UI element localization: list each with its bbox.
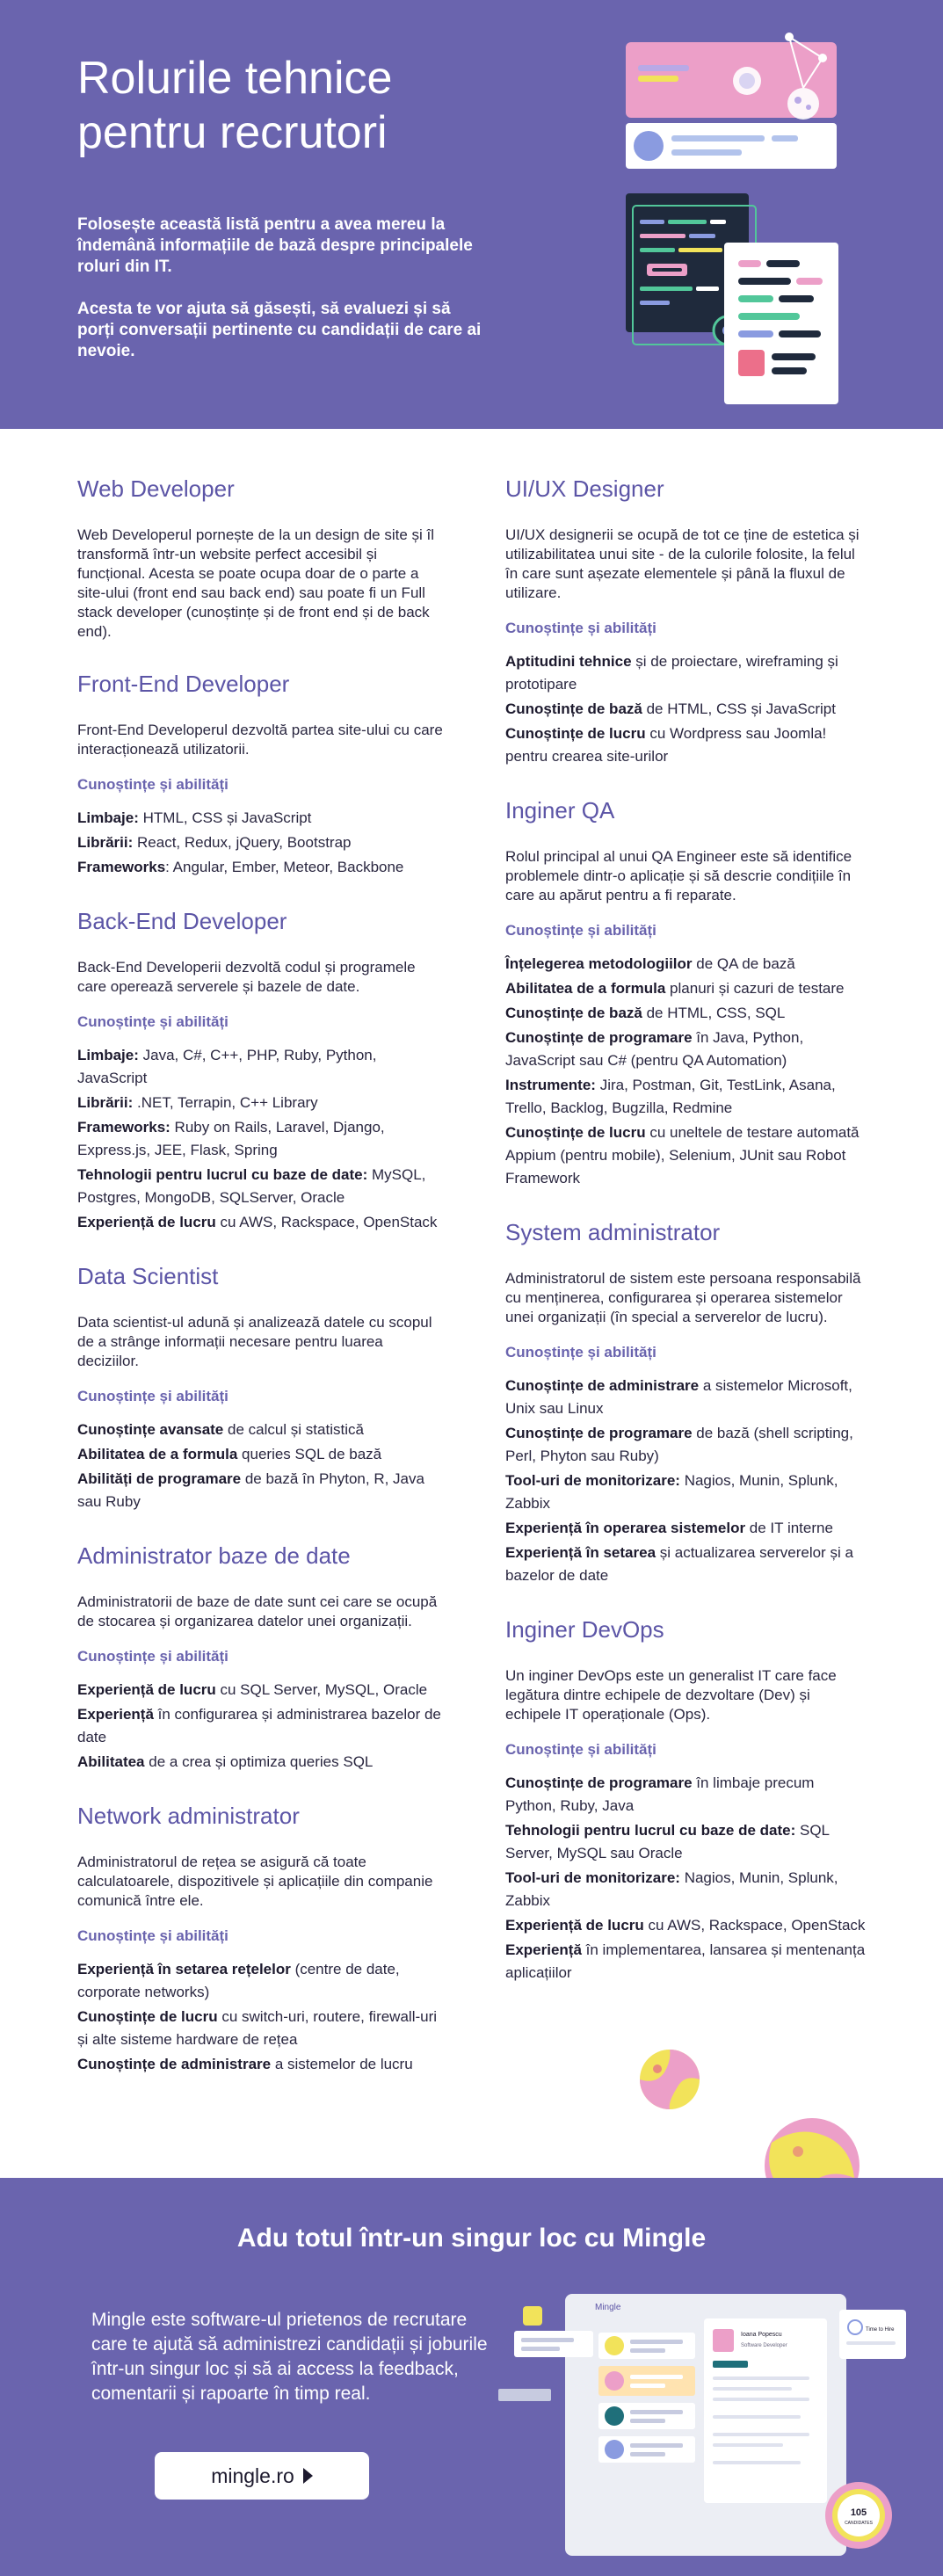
- skill-item: [505, 1542, 866, 1587]
- skill-text: de QA de bază: [692, 955, 795, 972]
- skill-label: Cunoștințe de lucru: [505, 725, 646, 742]
- skill-text: HTML, CSS și JavaScript: [138, 809, 312, 826]
- skill-item: [505, 953, 866, 976]
- role-description: UI/UX designerii se ocupă de tot ce ține de estetica și utilizabilitatea unui site - de la culorile folosite, la felul în care sunt așezate elementele și până la fluxul de utilizare.: [505, 526, 860, 601]
- skill-text: Java, C#, C++, PHP, Ruby, Python, JavaScript: [77, 1047, 377, 1086]
- mockup-candidate-name: Ioana Popescu: [741, 2332, 782, 2338]
- skill-label: Cunoștințe de bază: [505, 700, 642, 717]
- skill-label: Librării:: [77, 834, 134, 851]
- skill-text: în configurarea și administrarea bazelor de date: [77, 1706, 441, 1745]
- skill-item: [505, 1517, 866, 1540]
- mingle-link-label: mingle.ro: [211, 2464, 294, 2487]
- app-mockup-illustration: [488, 2283, 910, 2565]
- skill-label: Abilitatea de a formula: [77, 1446, 238, 1462]
- role-section-system-administrator: [505, 1218, 866, 1587]
- skill-text: Nagios, Munin, Splunk, Zabbix: [505, 1472, 838, 1512]
- skill-item: [505, 977, 866, 1000]
- skill-item: [77, 1468, 446, 1513]
- skill-item: [505, 1422, 866, 1468]
- skill-text: Nagios, Munin, Splunk, Zabbix: [505, 1869, 838, 1909]
- skill-label: Abilitatea: [77, 1753, 145, 1770]
- skill-label: Experiență în setarea rețelelor: [77, 1961, 291, 1977]
- skill-text: queries SQL de bază: [237, 1446, 382, 1462]
- role-section-inginer-qa: [505, 796, 866, 1190]
- skill-text: de HTML, CSS și JavaScript: [642, 700, 836, 717]
- skill-text: a sistemelor Microsoft, Unix sau Linux: [505, 1377, 852, 1417]
- skill-text: cu uneltele de testare automată Appium (pentru mobile), Selenium, JUnit sau Robot Framework: [505, 1124, 860, 1186]
- role-section-back-end-developer: [77, 907, 446, 1234]
- left-column: [77, 464, 446, 2104]
- skills-heading: Cunoștințe și abilități: [77, 1648, 228, 1665]
- footer-description: Mingle este software-ul prietenos de recrutare care te ajută să administrezi candidații și joburile într-un singur loc și să ai access la feedback, comentarii și rapoarte în timp real.: [91, 2310, 488, 2404]
- skill-item: [77, 1164, 446, 1209]
- mockup-app-name: Mingle: [595, 2303, 621, 2312]
- skill-text: de bază (shell scripting, Perl, Phyton sau Ruby): [505, 1425, 853, 1464]
- skill-label: Tehnologii pentru lucrul cu baze de date:: [505, 1822, 796, 1839]
- role-title: Inginer DevOps: [505, 1616, 664, 1643]
- skill-label: Cunoștințe de administrare: [505, 1377, 700, 1394]
- role-title: Data Scientist: [77, 1263, 219, 1289]
- mockup-time-to-hire: Time to Hire: [866, 2327, 895, 2333]
- skill-text: cu SQL Server, MySQL, Oracle: [215, 1681, 428, 1698]
- roles-content: [0, 429, 943, 2178]
- skill-text: Ruby on Rails, Laravel, Django, Express.js, JEE, Flask, Spring: [77, 1119, 385, 1158]
- skill-label: Frameworks: [77, 859, 166, 875]
- skill-text: React, Redux, jQuery, Bootstrap: [133, 834, 352, 851]
- skill-text: cu switch-uri, routere, firewall-uri și alte sisteme hardware de rețea: [77, 2008, 438, 2048]
- mockup-candidates-count: 105: [850, 2507, 867, 2518]
- role-title: UI/UX Designer: [505, 475, 664, 502]
- hero-intro-paragraph-2: Acesta te vor ajuta să găsești, să evaluezi și să porți conversații pertinente cu candidații de care ai nevoie.: [77, 300, 482, 360]
- skill-label: Librării:: [77, 1094, 134, 1111]
- page-title: Rolurile tehnice pentru recrutori: [77, 53, 393, 158]
- skill-item: [505, 698, 866, 721]
- role-description: Un inginer DevOps este un generalist IT care face legătura dintre echipele de dezvoltare (Dev) și echipele IT operaționale (Ops).: [505, 1667, 837, 1723]
- skill-label: Abilitatea de a formula: [505, 980, 666, 997]
- mingle-link-button[interactable]: [155, 2452, 369, 2500]
- skill-label: Experiență de lucru: [77, 1681, 216, 1698]
- skill-text: cu AWS, Rackspace, OpenStack: [643, 1917, 866, 1934]
- skill-text: .NET, Terrapin, C++ Library: [133, 1094, 318, 1111]
- skills-heading: Cunoștințe și abilități: [77, 1013, 228, 1030]
- role-title: System administrator: [505, 1219, 721, 1245]
- role-title: Web Developer: [77, 475, 235, 502]
- footer-title: Adu totul într-un singur loc cu Mingle: [236, 2224, 707, 2253]
- skill-text: în limbaje precum Python, Ruby, Java: [505, 1774, 815, 1814]
- skill-item: [77, 1419, 446, 1441]
- skill-item: [505, 1469, 866, 1515]
- role-description: Administratorul de rețea se asigură că toate calculatoarele, dispozitivele și aplicațiile din companie comunică între ele.: [77, 1854, 433, 1909]
- skill-text: Jira, Postman, Git, TestLink, Asana, Trello, Backlog, Bugzilla, Redmine: [505, 1077, 836, 1116]
- role-description: Administratorii de baze de date sunt cei care se ocupă de stocarea și organizarea datelor unei organizații.: [77, 1593, 438, 1629]
- role-section-administrator-baze-de-date: [77, 1542, 446, 1774]
- skill-item: [505, 1375, 866, 1420]
- skill-label: Experiență de lucru: [77, 1214, 216, 1230]
- skill-label: Tool-uri de monitorizare:: [505, 1869, 680, 1886]
- skill-item: [77, 1751, 446, 1774]
- role-section-front-end-developer: [77, 670, 446, 879]
- skill-item: [77, 1211, 446, 1234]
- skills-heading: Cunoștințe și abilități: [505, 1741, 656, 1758]
- footer-promo: [0, 2178, 943, 2576]
- skill-label: Experiență în operarea sistemelor: [505, 1520, 746, 1536]
- mockup-candidates-label: CANDIDATES: [845, 2521, 873, 2526]
- skills-heading: Cunoștințe și abilități: [505, 1344, 656, 1361]
- skill-label: Aptitudini tehnice: [505, 653, 632, 670]
- skill-label: Tehnologii pentru lucrul cu baze de date:: [77, 1166, 368, 1183]
- skill-text: și de proiectare, wireframing și prototipare: [505, 653, 838, 693]
- skills-heading: Cunoștințe și abilități: [77, 1927, 228, 1944]
- skill-text: în implementarea, lansarea și mentenanța aplicațiilor: [505, 1941, 866, 1981]
- skill-label: Limbaje:: [77, 1047, 139, 1063]
- skill-label: Cunoștințe de lucru: [505, 1124, 646, 1141]
- skill-item: [77, 1044, 446, 1090]
- hero-illustration: [615, 26, 852, 404]
- skill-text: de bază în Phyton, R, Java sau Ruby: [77, 1470, 424, 1510]
- skill-label: Cunoștințe de lucru: [77, 2008, 218, 2025]
- skill-text: de IT interne: [745, 1520, 833, 1536]
- skill-item: [77, 1679, 446, 1702]
- skill-label: Experiență: [77, 1706, 154, 1723]
- skill-item: [505, 1027, 866, 1072]
- skill-text: (centre de date, corporate networks): [77, 1961, 400, 2000]
- skill-label: Tool-uri de monitorizare:: [505, 1472, 680, 1489]
- skill-item: [77, 1116, 446, 1162]
- skills-heading: Cunoștințe și abilități: [505, 620, 656, 636]
- skill-text: MySQL, Postgres, MongoDB, SQLServer, Oracle: [77, 1166, 426, 1206]
- skill-item: [505, 722, 866, 768]
- skill-label: Cunoștințe de administrare: [77, 2056, 272, 2072]
- skill-text: cu AWS, Rackspace, OpenStack: [215, 1214, 438, 1230]
- role-description: Web Developerul pornește de la un design de site și îl transformă într-un website perfect accesibil și funcțional. Acesta se poate ocupa doar de o parte a site-ului (front end sau back end) sau poate fi un Full stack developer (cunoștințe și de front end și de back end).: [77, 526, 435, 640]
- role-title: Back-End Developer: [77, 908, 287, 934]
- skill-label: Frameworks:: [77, 1119, 170, 1136]
- skill-item: [77, 1092, 446, 1114]
- skill-text: SQL Server, MySQL sau Oracle: [505, 1822, 830, 1861]
- decorative-blob-small: [638, 2048, 701, 2111]
- skill-item: [505, 1002, 866, 1025]
- mockup-candidate-role: Software Developer: [741, 2343, 787, 2348]
- skill-item: [505, 1819, 866, 1865]
- skill-item: [77, 807, 446, 830]
- role-section-inginer-devops: [505, 1615, 866, 1985]
- skill-item: [77, 2053, 446, 2076]
- skill-text: planuri și cazuri de testare: [665, 980, 845, 997]
- skill-item: [77, 1703, 446, 1749]
- role-description: Front-End Developerul dezvoltă partea site-ului cu care interacționează utilizatorii.: [77, 722, 443, 758]
- skill-label: Înțelegerea metodologiilor: [505, 955, 693, 972]
- role-description: Data scientist-ul adună și analizează datele cu scopul de a strânge informații necesare pentru luarea deciziilor.: [77, 1314, 432, 1369]
- hero-banner: [0, 0, 943, 429]
- skill-item: [77, 856, 446, 879]
- skill-item: [505, 1074, 866, 1120]
- role-section-network-administrator: [77, 1802, 446, 2076]
- skill-item: [505, 1914, 866, 1937]
- role-section-web-developer: [77, 475, 446, 642]
- skill-label: Cunoștințe de programare: [505, 1425, 693, 1441]
- skills-heading: Cunoștințe și abilități: [77, 1388, 228, 1404]
- skill-label: Cunoștințe de programare: [505, 1774, 693, 1791]
- skill-text: a sistemelor de lucru: [271, 2056, 413, 2072]
- skill-text: : Angular, Ember, Meteor, Backbone: [165, 859, 404, 875]
- skill-text: cu Wordpress sau Joomla! pentru crearea site-urilor: [505, 725, 827, 765]
- skill-label: Experiență de lucru: [505, 1917, 644, 1934]
- skill-item: [77, 2006, 446, 2051]
- skill-label: Cunoștințe de bază: [505, 1005, 642, 1021]
- skill-item: [77, 831, 446, 854]
- skill-label: Limbaje:: [77, 809, 139, 826]
- hero-intro: [77, 214, 482, 383]
- role-title: Network administrator: [77, 1803, 300, 1829]
- skill-item: [505, 1772, 866, 1818]
- role-title: Front-End Developer: [77, 671, 290, 697]
- role-title: Administrator baze de date: [77, 1542, 351, 1569]
- skill-item: [505, 1939, 866, 1985]
- skill-item: [505, 1867, 866, 1912]
- role-description: Back-End Developerii dezvoltă codul și programele care operează serverele și bazele de date.: [77, 959, 416, 995]
- skills-heading: Cunoștințe și abilități: [505, 922, 656, 939]
- role-title: Inginer QA: [505, 797, 615, 824]
- skill-item: [77, 1443, 446, 1466]
- skill-label: Abilități de programare: [77, 1470, 242, 1487]
- role-section-data-scientist: [77, 1262, 446, 1513]
- skill-label: Cunoștințe de programare: [505, 1029, 693, 1046]
- skill-label: Cunoștințe avansate: [77, 1421, 224, 1438]
- role-section-ui-ux-designer: [505, 475, 866, 768]
- skills-heading: Cunoștințe și abilități: [77, 776, 228, 793]
- play-arrow-icon: [303, 2468, 313, 2484]
- skill-label: Experiență: [505, 1941, 582, 1958]
- skill-item: [77, 1958, 446, 2004]
- skill-text: în Java, Python, JavaScript sau C# (pentru QA Automation): [505, 1029, 804, 1069]
- role-description: Rolul principal al unui QA Engineer este să identifice problemele dintr-o aplicație și să descrie condițiile în care au apărut pentru a fi reparate.: [505, 848, 852, 903]
- role-description: Administratorul de sistem este persoana responsabilă cu menținerea, configurarea și operarea sistemelor unei organizații (în special a serverelor de lucru).: [505, 1270, 861, 1325]
- skill-text: de HTML, CSS, SQL: [642, 1005, 786, 1021]
- skill-text: de calcul și statistică: [223, 1421, 364, 1438]
- skill-label: Instrumente:: [505, 1077, 596, 1093]
- right-column: [505, 464, 866, 2013]
- skill-text: și actualizarea serverelor și a bazelor de date: [505, 1544, 853, 1584]
- hero-intro-paragraph-1: Folosește această listă pentru a avea mereu la îndemână informațiile de bază despre principalele roluri din IT.: [77, 215, 473, 276]
- skill-item: [505, 1121, 866, 1190]
- skill-text: de a crea și optimiza queries SQL: [144, 1753, 374, 1770]
- skill-item: [505, 650, 866, 696]
- skill-label: Experiență în setarea: [505, 1544, 656, 1561]
